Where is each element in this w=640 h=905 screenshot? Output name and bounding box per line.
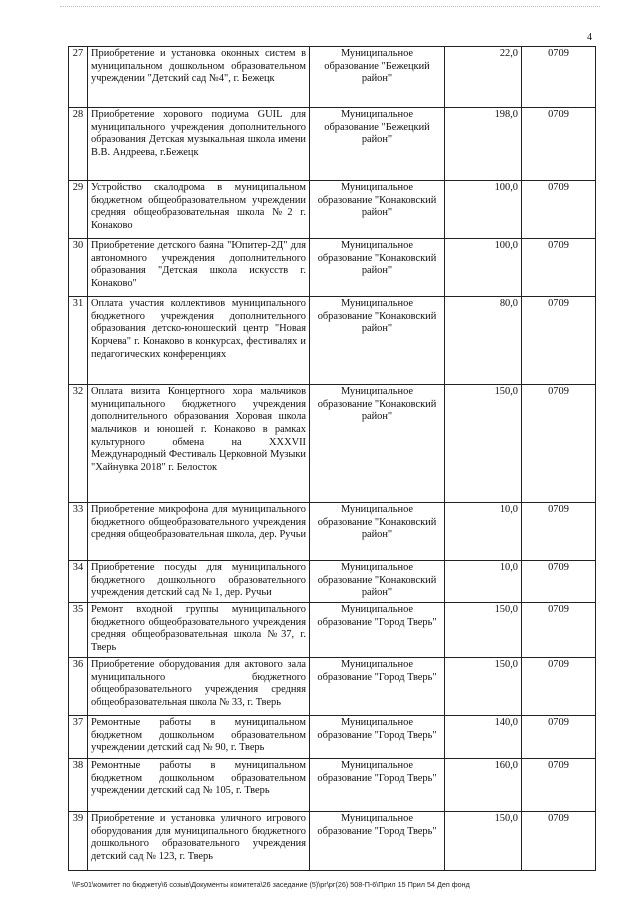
- row-description: Приобретение посуды для муниципального бюджетного дошкольного образовательного учреждения детский сад № 1, дер. Ручьи: [88, 561, 310, 603]
- row-recipient: Муниципальное образование "Конаковский район": [310, 561, 445, 603]
- row-amount: 22,0: [445, 47, 522, 108]
- row-recipient: Муниципальное образование "Город Тверь": [310, 603, 445, 658]
- row-number: 38: [69, 758, 88, 811]
- row-code: 0709: [522, 503, 596, 561]
- allocation-table: [68, 46, 596, 871]
- row-description: Приобретение детского баяна "Юпитер-2Д" для автономного учреждения дополнительного образования "Детская школа искусств г. Конаково": [88, 239, 310, 297]
- row-amount: 10,0: [445, 503, 522, 561]
- row-recipient: Муниципальное образование "Конаковский район": [310, 239, 445, 297]
- row-number: 37: [69, 715, 88, 758]
- row-number: 32: [69, 385, 88, 503]
- row-description: Ремонт входной группы муниципального бюджетного общеобразовательного учреждения средняя общеобразовательная школа №37, г. Тверь: [88, 603, 310, 658]
- row-amount: 150,0: [445, 385, 522, 503]
- row-amount: 150,0: [445, 811, 522, 870]
- page-number: 4: [587, 32, 592, 43]
- row-code: 0709: [522, 657, 596, 715]
- row-code: 0709: [522, 239, 596, 297]
- row-description: Ремонтные работы в муниципальном бюджетном дошкольном образовательном учреждении детский сад № 105, г. Тверь: [88, 758, 310, 811]
- table-row: [69, 715, 596, 758]
- table-row: [69, 385, 596, 503]
- table-row: [69, 503, 596, 561]
- table-row: [69, 657, 596, 715]
- row-description: Приобретение хорового подиума GUIL для муниципального учреждения дополнительного образования Детская музыкальная школа имени В.В. Андреева, г.Бежецк: [88, 108, 310, 181]
- row-recipient: Муниципальное образование "Конаковский район": [310, 503, 445, 561]
- row-number: 28: [69, 108, 88, 181]
- row-number: 35: [69, 603, 88, 658]
- row-number: 39: [69, 811, 88, 870]
- row-code: 0709: [522, 297, 596, 385]
- row-description: Приобретение оборудования для актового зала муниципального бюджетного общеобразовательного учреждения средняя общеобразовательная школа № 33, г. Тверь: [88, 657, 310, 715]
- row-number: 27: [69, 47, 88, 108]
- row-code: 0709: [522, 47, 596, 108]
- table-row: [69, 47, 596, 108]
- row-number: 36: [69, 657, 88, 715]
- row-description: Ремонтные работы в муниципальном бюджетном дошкольном образовательном учреждении детский сад № 90, г. Тверь: [88, 715, 310, 758]
- row-recipient: Муниципальное образование "Бежецкий район": [310, 47, 445, 108]
- row-description: Устройство скалодрома в муниципальном бюджетном общеобразовательном учреждении средняя общеобразовательная школа №2 г. Конаково: [88, 181, 310, 239]
- row-recipient: Муниципальное образование "Город Тверь": [310, 811, 445, 870]
- row-code: 0709: [522, 811, 596, 870]
- row-amount: 100,0: [445, 181, 522, 239]
- row-description: Приобретение и установка уличного игрового оборудования для муниципального бюджетного дошкольного образовательного учреждения детский сад № 123, г. Тверь: [88, 811, 310, 870]
- row-recipient: Муниципальное образование "Конаковский район": [310, 181, 445, 239]
- row-code: 0709: [522, 758, 596, 811]
- row-amount: 198,0: [445, 108, 522, 181]
- row-amount: 160,0: [445, 758, 522, 811]
- row-amount: 10,0: [445, 561, 522, 603]
- row-amount: 100,0: [445, 239, 522, 297]
- document-file-path: \\Fs01\комитет по бюджету\6 созыв\Документы комитета\26 заседание (5)\рг\рг(26) 508-П-6\Прил 15 Прил 54 Деп фонд: [72, 880, 470, 889]
- row-number: 29: [69, 181, 88, 239]
- row-description: Оплата участия коллективов муниципального бюджетного учреждения дополнительного образования детско-юношеский центр "Новая Корчева" г. Конаково в конкурсах, фестивалях и педагогических конференциях: [88, 297, 310, 385]
- row-amount: 140,0: [445, 715, 522, 758]
- row-recipient: Муниципальное образование "Конаковский район": [310, 385, 445, 503]
- row-description: Оплата визита Концертного хора мальчиков муниципального бюджетного учреждения дополнительного образования Хоровая школа мальчиков и юношей г. Конаково в рамках культурного обмена на XXXVII Международный Фестиваль Церковной Музыки "Хайнувка 2018" г. Белосток: [88, 385, 310, 503]
- table-row: [69, 561, 596, 603]
- row-description: Приобретение и установка оконных систем в муниципальном дошкольном образовательном учреждении "Детский сад №4", г. Бежецк: [88, 47, 310, 108]
- row-number: 31: [69, 297, 88, 385]
- table-row: [69, 181, 596, 239]
- row-number: 34: [69, 561, 88, 603]
- row-recipient: Муниципальное образование "Город Тверь": [310, 715, 445, 758]
- row-recipient: Муниципальное образование "Город Тверь": [310, 657, 445, 715]
- table-row: [69, 239, 596, 297]
- row-recipient: Муниципальное образование "Конаковский район": [310, 297, 445, 385]
- row-recipient: Муниципальное образование "Город Тверь": [310, 758, 445, 811]
- row-code: 0709: [522, 603, 596, 658]
- row-number: 33: [69, 503, 88, 561]
- row-code: 0709: [522, 715, 596, 758]
- table-row: [69, 758, 596, 811]
- table-row: [69, 297, 596, 385]
- table-row: [69, 108, 596, 181]
- row-recipient: Муниципальное образование "Бежецкий район": [310, 108, 445, 181]
- table-row: [69, 811, 596, 870]
- table-row: [69, 603, 596, 658]
- row-amount: 80,0: [445, 297, 522, 385]
- row-description: Приобретение микрофона для муниципального бюджетного общеобразовательного учреждения средняя общеобразовательная школа, дер. Ручьи: [88, 503, 310, 561]
- row-amount: 150,0: [445, 603, 522, 658]
- row-number: 30: [69, 239, 88, 297]
- row-code: 0709: [522, 561, 596, 603]
- row-code: 0709: [522, 181, 596, 239]
- scan-header-artifact: [60, 6, 600, 9]
- row-code: 0709: [522, 108, 596, 181]
- row-code: 0709: [522, 385, 596, 503]
- row-amount: 150,0: [445, 657, 522, 715]
